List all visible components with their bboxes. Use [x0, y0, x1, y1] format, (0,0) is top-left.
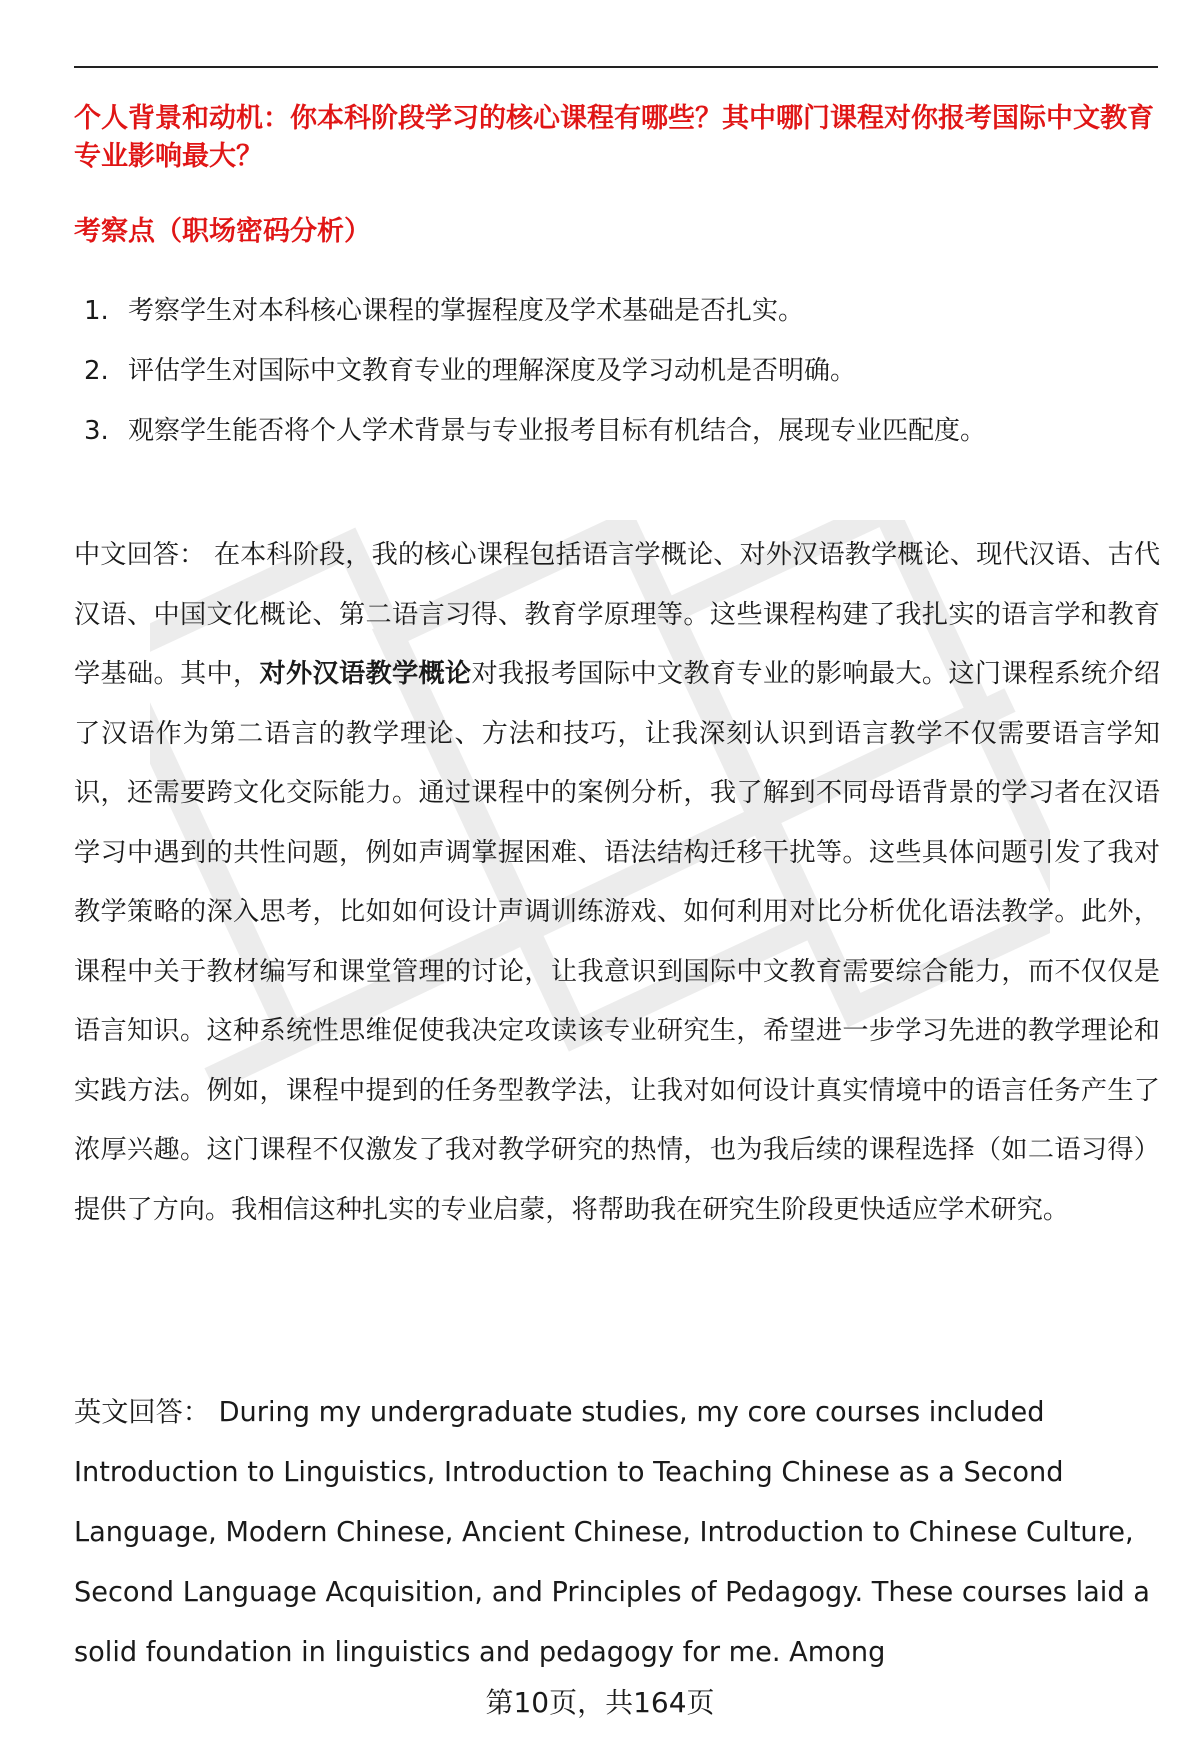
- list-item: [84, 352, 1154, 390]
- english-answer-paragraph: [74, 1383, 1164, 1683]
- chinese-answer-label: 中文回答：: [74, 540, 206, 571]
- list-number: 1.: [84, 296, 109, 326]
- list-item-text: 考察学生对本科核心课程的掌握程度及学术基础是否扎实。: [128, 296, 805, 326]
- highlighted-course: 对外汉语教学概论: [259, 659, 472, 690]
- chinese-answer-text-1: 在本科阶段，我的核心课程包括语言学概论、对外汉语教学概论、现代汉语、古代汉语、中国文化概论、第二语言习得、教育学原理等。这些课程构建了我扎实的语言学和教育学基础。其中，: [74, 540, 1161, 690]
- list-number: 3.: [84, 416, 109, 446]
- list-number: 2.: [84, 356, 109, 386]
- chinese-answer-paragraph: [74, 526, 1160, 1240]
- top-divider: [74, 66, 1158, 68]
- page-number-footer: 第10页，共164页: [485, 1686, 715, 1719]
- section-title: 考察点（职场密码分析）: [74, 216, 371, 247]
- question-heading: 个人背景和动机：你本科阶段学习的核心课程有哪些？其中哪门课程对你报考国际中文教育专业影响最大？: [74, 103, 1154, 172]
- list-item: [84, 292, 1154, 330]
- list-item: [84, 412, 1154, 450]
- english-answer-text: During my undergraduate studies, my core courses included Introduction to Linguistics, Introduction to Teaching Chinese as a Second Language, Modern Chinese, Ancient Chinese, Introduction to Chinese Culture, Second Language Acquisition, and Principles of Pedagogy. These courses laid a solid foundation in linguistics and pedagogy for me. Among: [74, 1397, 1150, 1669]
- chinese-answer-text-2: 对我报考国际中文教育专业的影响最大。这门课程系统介绍了汉语作为第二语言的教学理论、方法和技巧，让我深刻认识到语言教学不仅需要语言学知识，还需要跨文化交际能力。通过课程中的案例分析，我了解到不同母语背景的学习者在汉语学习中遇到的共性问题，例如声调掌握困难、语法结构迁移干扰等。这些具体问题引发了我对教学策略的深入思考，比如如何设计声调训练游戏、如何利用对比分析优化语法教学。此外，课程中关于教材编写和课堂管理的讨论，让我意识到国际中文教育需要综合能力，而不仅仅是语言知识。这种系统性思维促使我决定攻读该专业研究生，希望进一步学习先进的教学理论和实践方法。例如，课程中提到的任务型教学法，让我对如何设计真实情境中的语言任务产生了浓厚兴趣。这门课程不仅激发了我对教学研究的热情，也为我后续的课程选择（如二语习得）提供了方向。我相信这种扎实的专业启蒙，将帮助我在研究生阶段更快适应学术研究。: [74, 659, 1161, 1225]
- list-item-text: 观察学生能否将个人学术背景与专业报考目标有机结合，展现专业匹配度。: [128, 416, 987, 446]
- english-answer-label: 英文回答：: [74, 1397, 210, 1429]
- assessment-points-list: [84, 292, 1154, 472]
- list-item-text: 评估学生对国际中文教育专业的理解深度及学习动机是否明确。: [128, 356, 857, 386]
